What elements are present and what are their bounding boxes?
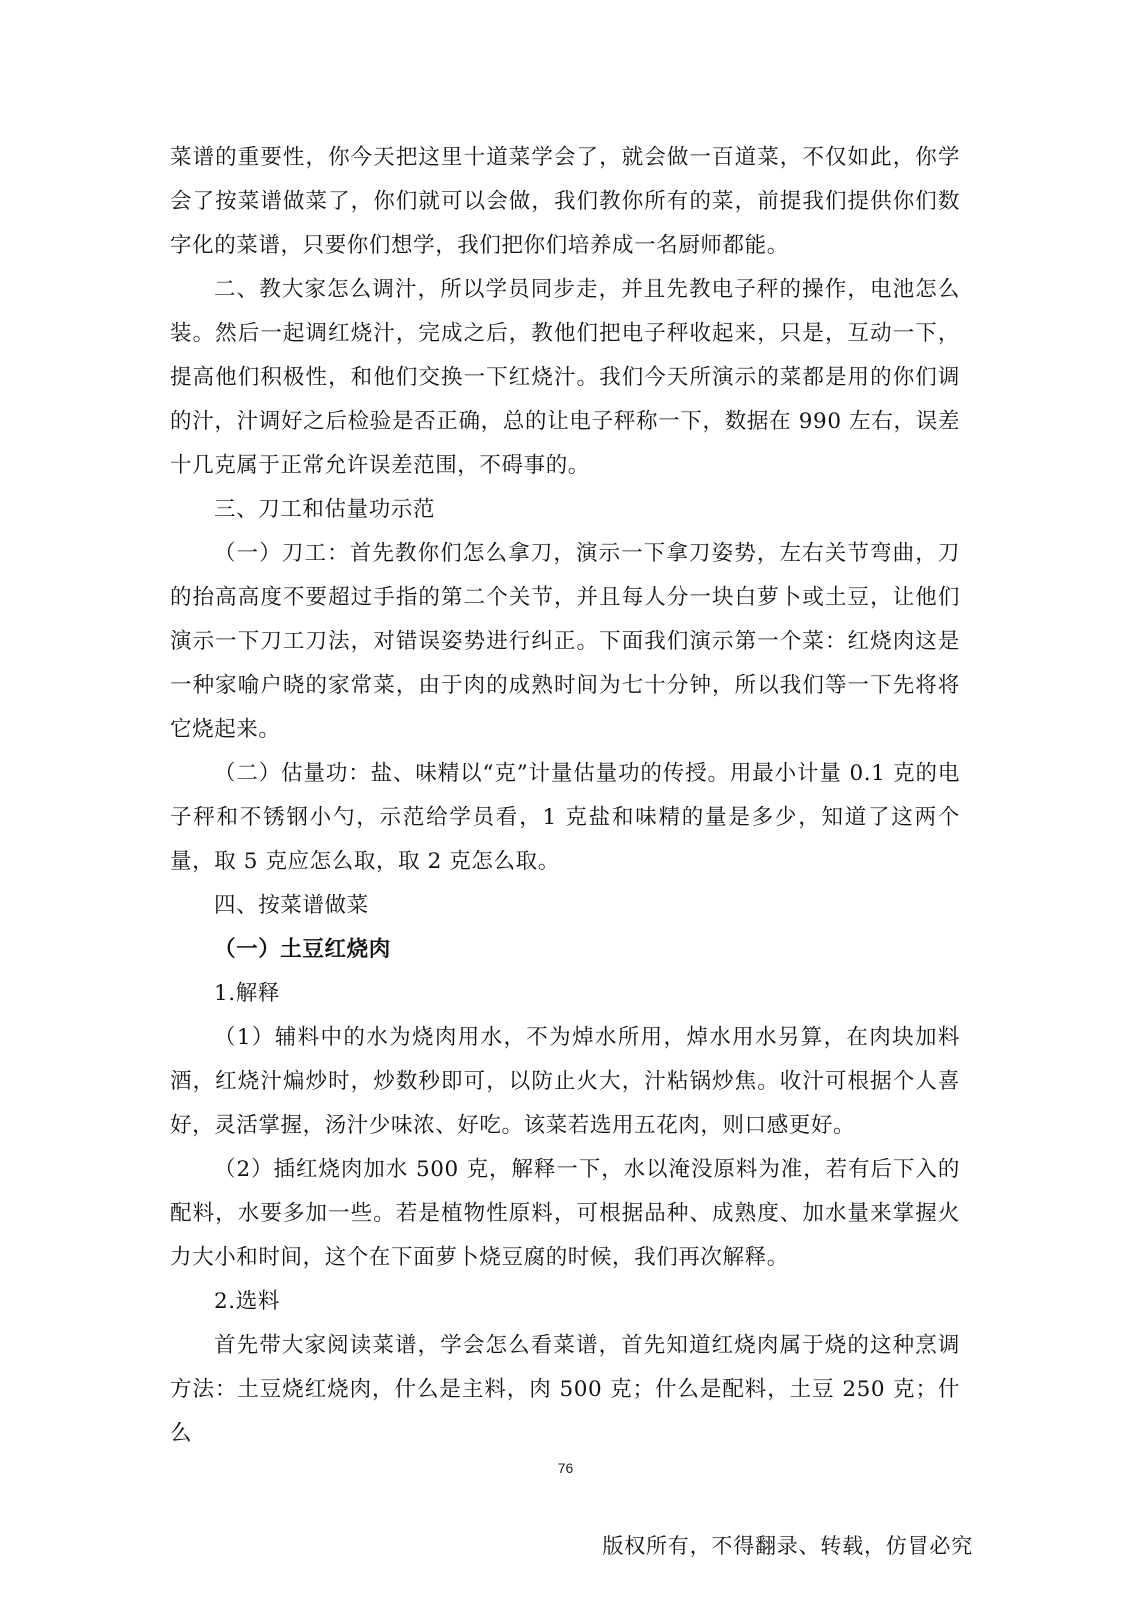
copyright-notice: 版权所有，不得翻录、转载，仿冒必究 — [602, 1534, 973, 1558]
paragraph-knife-work: （一）刀工：首先教你们怎么拿刀，演示一下拿刀姿势，左右关节弯曲，刀的抬高高度不要超过手指的第二个关节，并且每人分一块白萝卜或土豆，让他们演示一下刀工刀法，对错误姿势进行纠正。下面我们演示第一个菜：红烧肉这是一种家喻户晓的家常菜，由于肉的成熟时间为七十分钟，所以我们等一下先将将它烧起来。 — [170, 541, 960, 742]
paragraph-recipe-importance: 菜谱的重要性，你今天把这里十道菜学会了，就会做一百道菜，不仅如此，你学会了按菜谱做菜了，你们就可以会做，我们教你所有的菜，前提我们提供你们数字化的菜谱，只要你们想学，我们把你们培养成一名厨师都能。 — [170, 145, 960, 258]
paragraph-ingredient-selection: 首先带大家阅读菜谱，学会怎么看菜谱，首先知道红烧肉属于烧的这种烹调方法：土豆烧红烧肉，什么是主料，肉 500 克；什么是配料，土豆 250 克；什么 — [170, 1333, 960, 1446]
section-heading-cook-by-recipe: 四、按菜谱做菜 — [214, 893, 369, 918]
subheading-potato-braised-pork: （一）土豆红烧肉 — [214, 937, 391, 962]
section-heading-knife-skills: 三、刀工和估量功示范 — [214, 497, 436, 522]
heading-ingredient-selection: 2.选料 — [214, 1289, 280, 1314]
document-body — [170, 136, 960, 1456]
paragraph-sauce-section: 二、教大家怎么调汁，所以学员同步走，并且先教电子秤的操作，电池怎么装。然后一起调红烧汁，完成之后，教他们把电子秤收起来，只是，互动一下，提高他们积极性，和他们交换一下红烧汁。我们今天所演示的菜都是用的你们调的汁，汁调好之后检验是否正确，总的让电子秤称一下，数据在 990 左右，误差十几克属于正常允许误差范围，不碍事的。 — [170, 277, 960, 478]
page-number: 76 — [557, 1460, 574, 1476]
paragraph-explanation-2: （2）插红烧肉加水 500 克，解释一下，水以淹没原料为准，若有后下入的配料，水要多加一些。若是植物性原料，可根据品种、成熟度、加水量来掌握火力大小和时间，这个在下面萝卜烧豆腐的时候，我们再次解释。 — [170, 1157, 960, 1270]
paragraph-explanation-1: （1）辅料中的水为烧肉用水，不为焯水所用，焯水用水另算，在肉块加料酒，红烧汁煸炒时，炒数秒即可，以防止火大，汁粘锅炒焦。收汁可根据个人喜好，灵活掌握，汤汁少味浓、好吃。该菜若选用五花肉，则口感更好。 — [170, 1025, 960, 1138]
paragraph-estimation: （二）估量功：盐、味精以“克”计量估量功的传授。用最小计量 0.1 克的电子秤和不锈钢小勺，示范给学员看，1 克盐和味精的量是多少，知道了这两个量，取 5 克应怎么取，取 2 克怎么取。 — [170, 761, 960, 874]
heading-explanation: 1.解释 — [214, 981, 280, 1006]
